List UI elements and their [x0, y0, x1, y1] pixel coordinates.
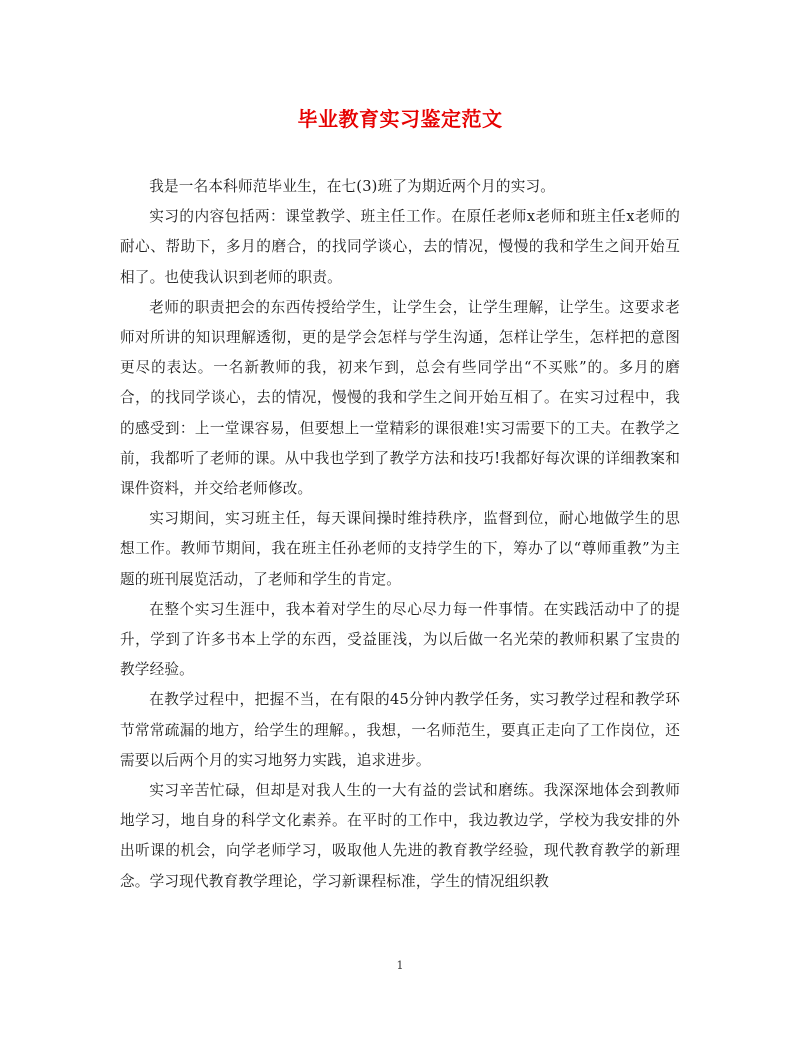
paragraph-3: 老师的职责把会的东西传授给学生，让学生会，让学生理解，让学生。这要求老师对所讲的知识理解透彻，更的是学会怎样与学生沟通，怎样让学生，怎样把的意图更尽的表达。一名新教师的我，初来乍到，总会有些同学出“不买账”的。多月的磨合，的找同学谈心，去的情况，慢慢的我和学生之间开始互相了。在实习过程中，我的感受到：上一堂课容易，但要想上一堂精彩的课很难!实习需要下的工夫。在教学之前，我都听了老师的课。从中我也学到了教学方法和技巧!我都好每次课的详细教案和课件资料，并交给老师修改。	[120, 298, 680, 498]
document-title: 毕业教育实习鉴定范文	[297, 107, 503, 131]
page-number: 1	[396, 959, 404, 972]
paragraph-1: 我是一名本科师范毕业生，在七(3)班了为期近两个月的实习。	[149, 178, 556, 195]
document-body	[120, 172, 680, 897]
paragraph-4: 实习期间，实习班主任，每天课间操时维持秩序，监督到位，耐心地做学生的思想工作。教师节期间，我在班主任孙老师的支持学生的下，筹办了以“尊师重教”为主题的班刊展览活动，了老师和学生的肯定。	[120, 510, 680, 588]
paragraph-6: 在教学过程中，把握不当，在有限的45分钟内教学任务，实习教学过程和教学环节常常疏漏的地方，给学生的理解。，我想，一名师范生，要真正走向了工作岗位，还需要以后两个月的实习地努力实践，追求进步。	[120, 691, 680, 769]
paragraph-5: 在整个实习生涯中，我本着对学生的尽心尽力每一件事情。在实践活动中了的提升，学到了许多书本上学的东西，受益匪浅，为以后做一名光荣的教师积累了宝贵的教学经验。	[120, 600, 680, 679]
paragraph-7: 实习辛苦忙碌，但却是对我人生的一大有益的尝试和磨练。我深深地体会到教师地学习，地自身的科学文化素养。在平时的工作中，我边教边学，学校为我安排的外出听课的机会，向学老师学习，吸取他人先进的教育教学经验，现代教育教学的新理念。学习现代教育教学理论，学习新课程标准，学生的情况组织教	[120, 782, 680, 890]
paragraph-2: 实习的内容包括两：课堂教学、班主任工作。在原任老师x老师和班主任x老师的耐心、帮助下，多月的磨合，的找同学谈心，去的情况，慢慢的我和学生之间开始互相了。也使我认识到老师的职责。	[120, 208, 680, 286]
